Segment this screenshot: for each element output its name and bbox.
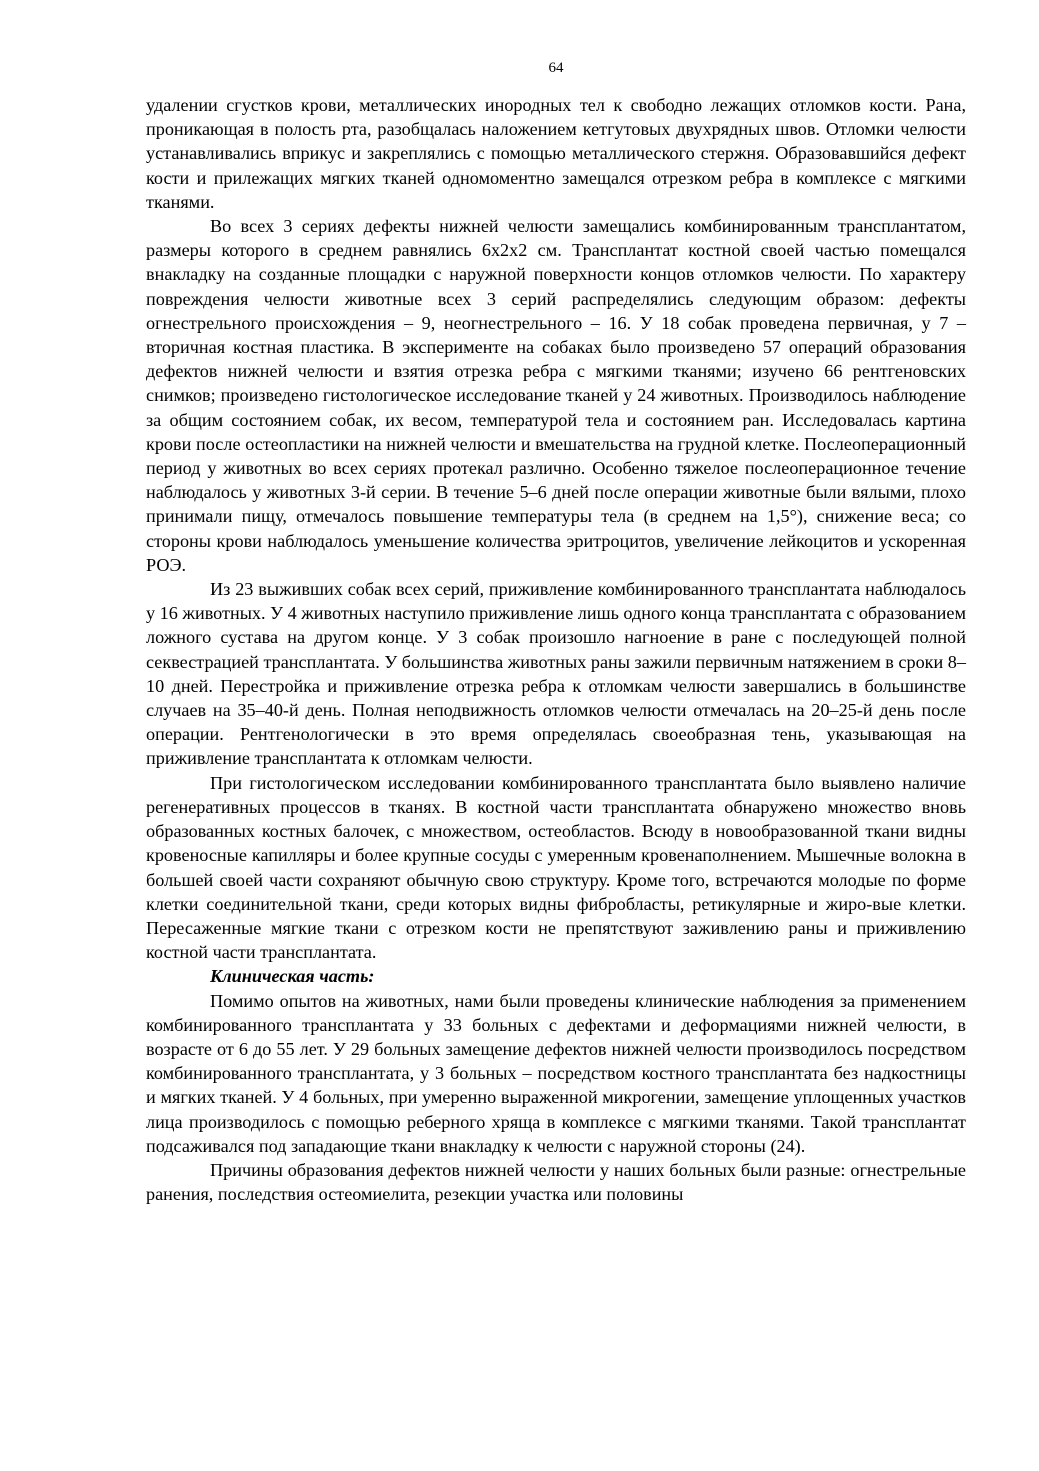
paragraph-experiment-series: Во всех 3 сериях дефекты нижней челюсти замещались комбинированным трансплантатом, размеры которого в среднем равнялись 6x2x2 см. Трансплантат костной своей частью помещался внакладку на созданные площадки с наружной поверхности концов отломков челюсти. По характеру повреждения челюсти животные всех 3 серий распределялись следующим образом: дефекты огнестрельного происхождения – 9, неогнестрельного – 16. У 18 собак проведена первичная, у 7 – вторичная костная пластика. В эксперименте на собаках было произведено 57 операций образования дефектов нижней челюсти и взятия отрезка ребра с мягкими тканями; изучено 66 рентгеновских снимков; произведено гистологическое исследование тканей у 24 животных. Производилось наблюдение за общим состоянием собак, их весом, температурой тела и состоянием ран. Исследовалась картина крови после остеопластики на нижней челюсти и вмешательства на грудной клетке. Послеоперационный период у животных во всех сериях протекал различно. Особенно тяжелое послеоперационное течение наблюдалось у животных 3-й серии. В течение 5–6 дней после операции животные были вялыми, плохо принимали пищу, отмечалось повышение температуры тела (в среднем на 1,5°), снижение веса; со стороны крови наблюдалось уменьшение количества эритроцитов, увеличение лейкоцитов и ускоренная РОЭ. [146,216,966,575]
page-number: 64 [548,60,564,76]
section-heading-clinical: Клиническая часть: [210,966,375,987]
paragraph-clinical-observations: Помимо опытов на животных, нами были проведены клинические наблюдения за применением комбинированного трансплантата у 33 больных с дефектами и деформациями нижней челюсти, в возрасте от 6 до 55 лет. У 29 больных замещение дефектов нижней челюсти производилось посредством комбинированного трансплантата, у 3 больных – посредством костного трансплантата без надкостницы и мягких тканей. У 4 больных, при умеренно выраженной микрогении, замещение уплощенных участков лица производилось с помощью реберного хряща в комплексе с мягкими тканями. Такой трансплантат подсаживался под западающие ткани внакладку к челюсти с наружной стороны (24). [146,990,966,1156]
document-page [146,58,966,1206]
paragraph-defect-causes: Причины образования дефектов нижней челюсти у наших больных были разные: огнестрельные ранения, последствия остеомиелита, резекции участка или половины [146,1159,966,1205]
paragraph-survival-results: Из 23 выживших собак всех серий, приживление комбинированного трансплантата наблюдалось у 16 животных. У 4 животных наступило приживление лишь одного конца трансплантата с образованием ложного сустава на другом конце. У 3 собак произошло нагноение в ране с последующей полной секвестрацией трансплантата. У большинства животных раны зажили первичным натяжением в сроки 8–10 дней. Перестройка и приживление отрезка ребра к отломкам челюсти завершались в большинстве случаев на 35–40-й день. Полная неподвижность отломков челюсти отмечалась на 20–25-й день после операции. Рентгенологически в это время определялась своеобразная тень, указывающая на приживление трансплантата к отломкам челюсти. [146,579,966,769]
paragraph-continuation: удалении сгустков крови, металлических инородных тел к свободно лежащих отломков кости. Рана, проникающая в полость рта, разобщалась наложением кетгутовых двухрядных швов. Отломки челюсти устанавливались вприкус и закреплялись с помощью металлического стержня. Образовавшийся дефект кости и прилежащих мягких тканей одномоментно замещался отрезком ребра в комплексе с мягкими тканями. [146,95,966,212]
paragraph-histology: При гистологическом исследовании комбинированного трансплантата было выявлено наличие регенеративных процессов в тканях. В костной части трансплантата обнаружено множество вновь образованных костных балочек, с множеством, остеобластов. Всюду в новообразованной ткани видны кровеносные капилляры и более крупные сосуды с умеренным кровенаполнением. Мышечные волокна в большей своей части сохраняют обычную свою структуру. Кроме того, встречаются молодые по форме клетки соединительной ткани, среди которых видны фибробласты, ретикулярные и жиро-вые клетки. Пересаженные мягкие ткани с отрезком кости не препятствуют заживлению раны и приживлению костной части трансплантата. [146,772,966,963]
